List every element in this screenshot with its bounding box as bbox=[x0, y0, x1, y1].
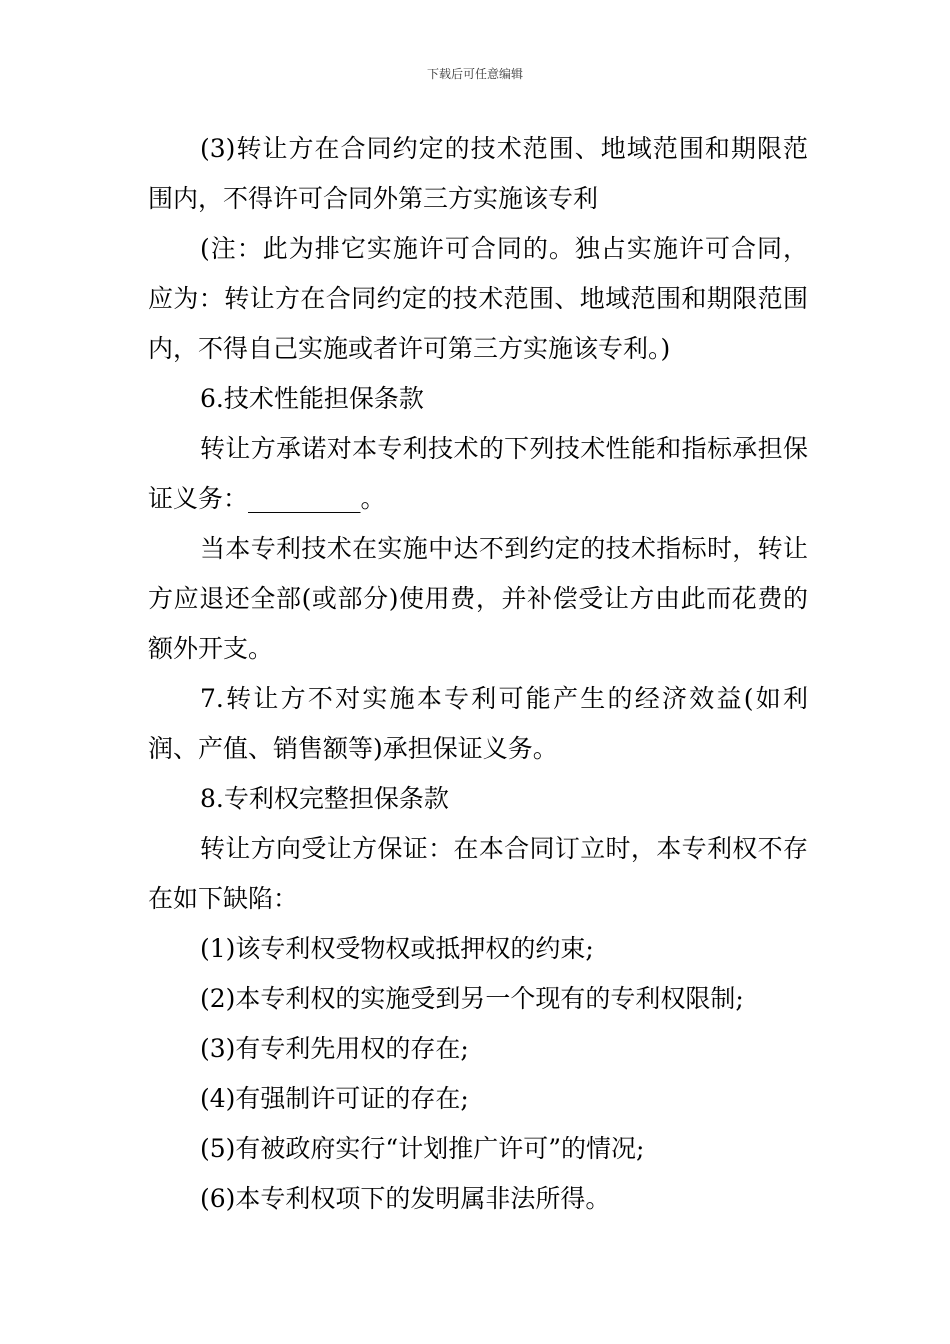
heading-section-8: 8.专利权完整担保条款 bbox=[200, 784, 449, 813]
list-item-defect-1: (1)该专利权受物权或抵押权的约束; bbox=[200, 934, 594, 963]
page-header: 下载后可任意编辑 bbox=[426, 67, 523, 81]
paragraph-clause-3: (3)转让方在合同约定的技术范围、地域范围和期限范围内，不得许可合同外第三方实施该专利 bbox=[148, 134, 808, 213]
paragraph-note: (注：此为排它实施许可合同的。独占实施许可合同，应为：转让方在合同约定的技术范围、地域范围和期限范围内，不得自己实施或者许可第三方实施该专利。) bbox=[148, 234, 808, 363]
list-item-defect-2: (2)本专利权的实施受到另一个现有的专利权限制; bbox=[200, 984, 744, 1013]
paragraph-section-7: 7.转让方不对实施本专利可能产生的经济效益(如利润、产值、销售额等)承担保证义务。 bbox=[148, 684, 808, 763]
document-body bbox=[148, 124, 808, 1224]
list-item-defect-5: (5)有被政府实行“计划推广许可”的情况; bbox=[200, 1134, 645, 1163]
list-item-defect-6: (6)本专利权项下的发明属非法所得。 bbox=[200, 1184, 611, 1213]
paragraph-performance-guarantee: 转让方承诺对本专利技术的下列技术性能和指标承担保证义务：_________。 bbox=[148, 434, 808, 513]
list-item-defect-3: (3)有专利先用权的存在; bbox=[200, 1034, 469, 1063]
heading-section-6: 6.技术性能担保条款 bbox=[200, 384, 424, 413]
list-item-defect-4: (4)有强制许可证的存在; bbox=[200, 1084, 469, 1113]
paragraph-warranty: 转让方向受让方保证：在本合同订立时，本专利权不存在如下缺陷： bbox=[148, 834, 808, 913]
paragraph-refund: 当本专利技术在实施中达不到约定的技术指标时，转让方应退还全部(或部分)使用费，并补偿受让方由此而花费的额外开支。 bbox=[148, 534, 808, 663]
